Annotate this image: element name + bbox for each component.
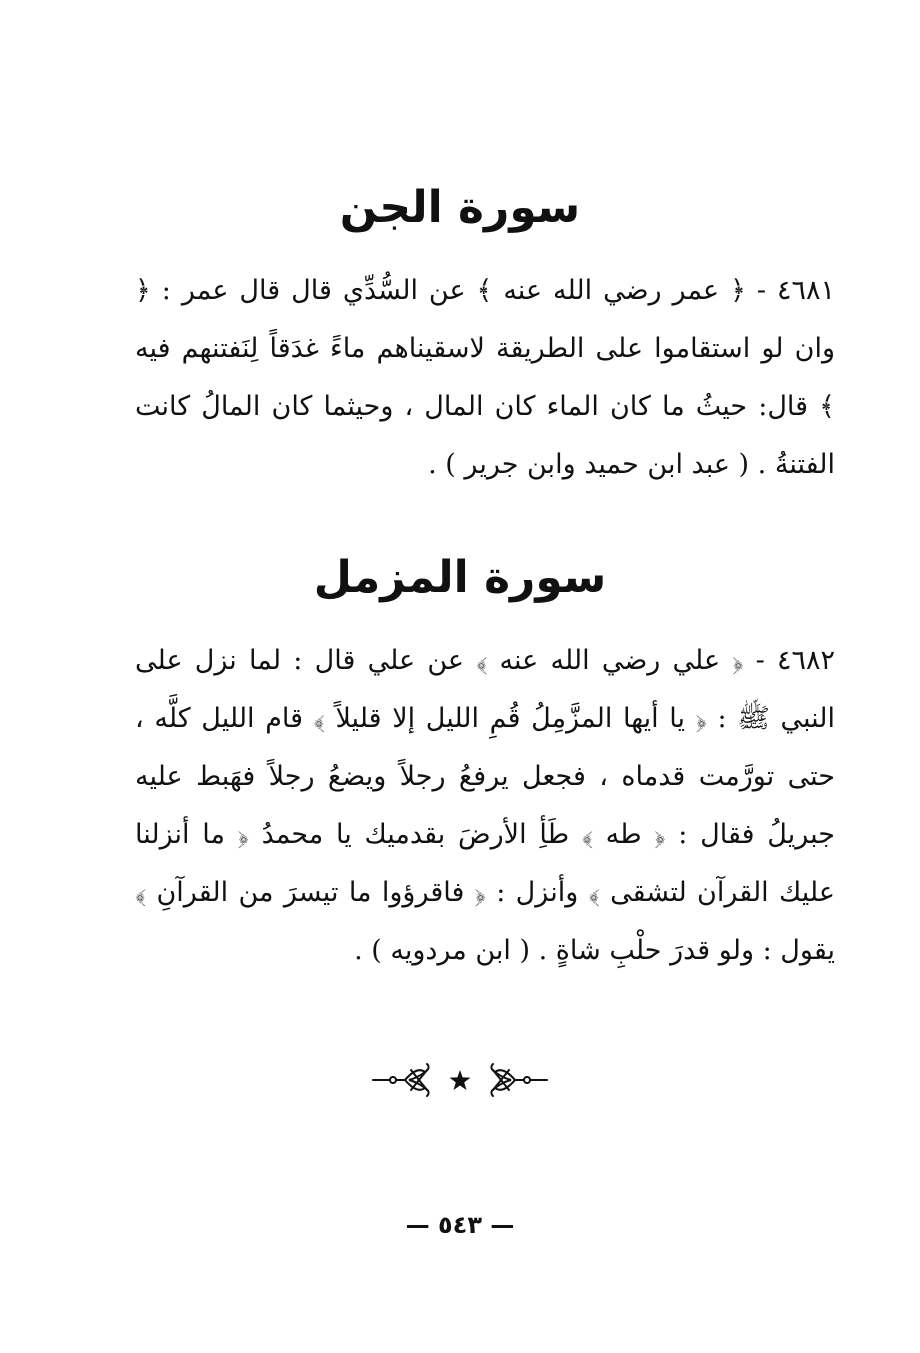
hadith-paragraph-4682: ٤٦٨٢ - ﴿ علي رضي الله عنه ﴾ عن علي قال : لما نزل على النبي ﷺ : ﴿ يا أيها المزَّمِلُ قُمِ الليل إلا قليلاً ﴾ قام الليل كلَّه ، حتى تورَّمت قدماه ، فجعل يرفعُ رجلاً ويضعُ رجلاً فهَبط عليه جبريلُ فقال : ﴿ طه ﴾ طَأِ الأرضَ بقدميك يا محمدُ ﴿ ما أنزلنا عليك القرآن لتشقى ﴾ وأنزل : ﴿ فاقرؤوا ما تيسرَ من القرآنِ ﴾ يقول : ولو قدرَ حلْبِ شاةٍ . ( ابن مردويه ) . [135, 645, 835, 966]
page-number: — ٥٤٣ — [405, 1211, 515, 1239]
star-flourish-ornament-icon [365, 1058, 555, 1102]
surah-title-muzzammil: سورة المزمل [313, 552, 607, 603]
surah-title-jinn: سورة الجن [339, 182, 581, 233]
hadith-paragraph-4681: ٤٦٨١ - ﴿ عمر رضي الله عنه ﴾ عن السُّدِّي قال قال عمر : ﴿ وان لو استقاموا على الطريقة لاسقيناهم ماءً غدَقاً لِنَفتنهم فيه ﴾ قال: حيثُ ما كان الماء كان المال ، وحيثما كان المالُ كانت الفتنةُ . ( عبد ابن حميد وابن جرير ) . [135, 275, 835, 480]
section-divider-ornament [0, 1058, 920, 1102]
